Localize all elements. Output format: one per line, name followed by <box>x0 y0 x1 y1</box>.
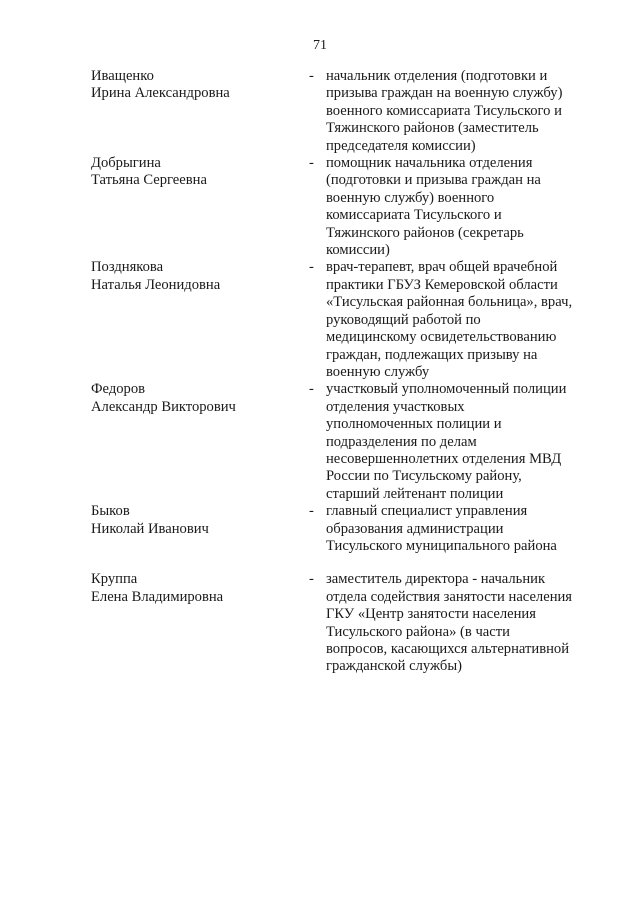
member-surname: Добрыгина <box>91 155 161 172</box>
position-line: заместитель директора - начальник <box>326 571 546 588</box>
member-name <box>91 571 306 675</box>
position-line: Тяжинского районов (секретарь <box>326 224 524 241</box>
position-line: уполномоченных полиции и <box>326 416 502 433</box>
member-given-names: Александр Викторович <box>91 398 236 415</box>
separator-dash: - <box>309 155 314 172</box>
position-line: Тяжинского районов (заместитель <box>326 120 539 137</box>
member-given-names: Наталья Леонидовна <box>91 276 221 293</box>
member-entry <box>91 571 591 675</box>
position-line: старший лейтенант полиции <box>326 485 504 502</box>
commission-members-list <box>91 68 591 676</box>
position-line: помощник начальника отделения <box>326 155 533 172</box>
member-surname: Круппа <box>91 571 138 588</box>
position-line: военную службу <box>326 363 430 380</box>
member-position <box>326 155 591 259</box>
member-entry <box>91 259 591 381</box>
member-entry <box>91 503 591 555</box>
position-line: врач-терапевт, врач общей врачебной <box>326 259 558 276</box>
member-given-names: Елена Владимировна <box>91 588 224 605</box>
member-name <box>91 259 306 381</box>
member-entry <box>91 68 591 155</box>
position-line: Тисульского района» (в части <box>326 623 510 640</box>
position-line: участковый уполномоченный полиции <box>326 381 567 398</box>
separator-dash: - <box>309 503 314 520</box>
position-line: комиссариата Тисульского и <box>326 207 502 224</box>
member-surname: Быков <box>91 503 130 520</box>
separator-dash: - <box>309 68 314 84</box>
member-given-names: Татьяна Сергеевна <box>91 172 207 189</box>
position-line: военного комиссариата Тисульского и <box>326 102 562 119</box>
position-line: начальник отделения (подготовки и <box>326 68 548 84</box>
member-name <box>91 381 306 503</box>
position-line: гражданской службы) <box>326 658 462 675</box>
member-position <box>326 259 591 381</box>
member-surname: Федоров <box>91 381 146 398</box>
position-line: руководящий работой по <box>326 311 481 328</box>
member-position <box>326 68 591 155</box>
position-line: практики ГБУЗ Кемеровской области <box>326 276 558 293</box>
position-line: главный специалист управления <box>326 503 528 520</box>
member-entry <box>91 381 591 503</box>
position-line: медицинскому освидетельствованию <box>326 329 557 346</box>
position-line: вопросов, касающихся альтернативной <box>326 641 570 657</box>
position-line: России по Тисульскому району, <box>326 468 522 485</box>
page-number: 71 <box>313 38 327 53</box>
member-position <box>326 571 591 675</box>
position-line: комиссии) <box>326 242 390 259</box>
position-line: несовершеннолетних отделения МВД <box>326 450 562 467</box>
position-line: образования администрации <box>326 520 504 537</box>
position-line: ГКУ «Центр занятости населения <box>326 606 536 623</box>
member-name <box>91 68 306 155</box>
member-position <box>326 503 591 555</box>
position-line: председателя комиссии) <box>326 137 476 154</box>
member-entry <box>91 155 591 259</box>
member-given-names: Николай Иванович <box>91 520 209 537</box>
separator-dash: - <box>309 259 314 276</box>
separator-dash: - <box>309 571 314 588</box>
position-line: подразделения по делам <box>326 433 477 450</box>
position-line: «Тисульская районная больница», врач, <box>326 294 573 311</box>
position-line: (подготовки и призыва граждан на <box>326 172 541 189</box>
member-name <box>91 155 306 259</box>
member-surname: Позднякова <box>91 259 164 276</box>
position-line: призыва граждан на военную службу) <box>326 85 563 102</box>
position-line: отдела содействия занятости населения <box>326 588 573 605</box>
member-name <box>91 503 306 555</box>
separator-dash: - <box>309 381 314 398</box>
position-line: военную службу) военного <box>326 189 495 206</box>
member-position <box>326 381 591 503</box>
position-line: Тисульского муниципального района <box>326 537 557 554</box>
member-given-names: Ирина Александровна <box>91 85 230 102</box>
position-line: отделения участковых <box>326 398 465 415</box>
position-line: граждан, подлежащих призыву на <box>326 346 538 363</box>
member-surname: Иващенко <box>91 68 154 84</box>
